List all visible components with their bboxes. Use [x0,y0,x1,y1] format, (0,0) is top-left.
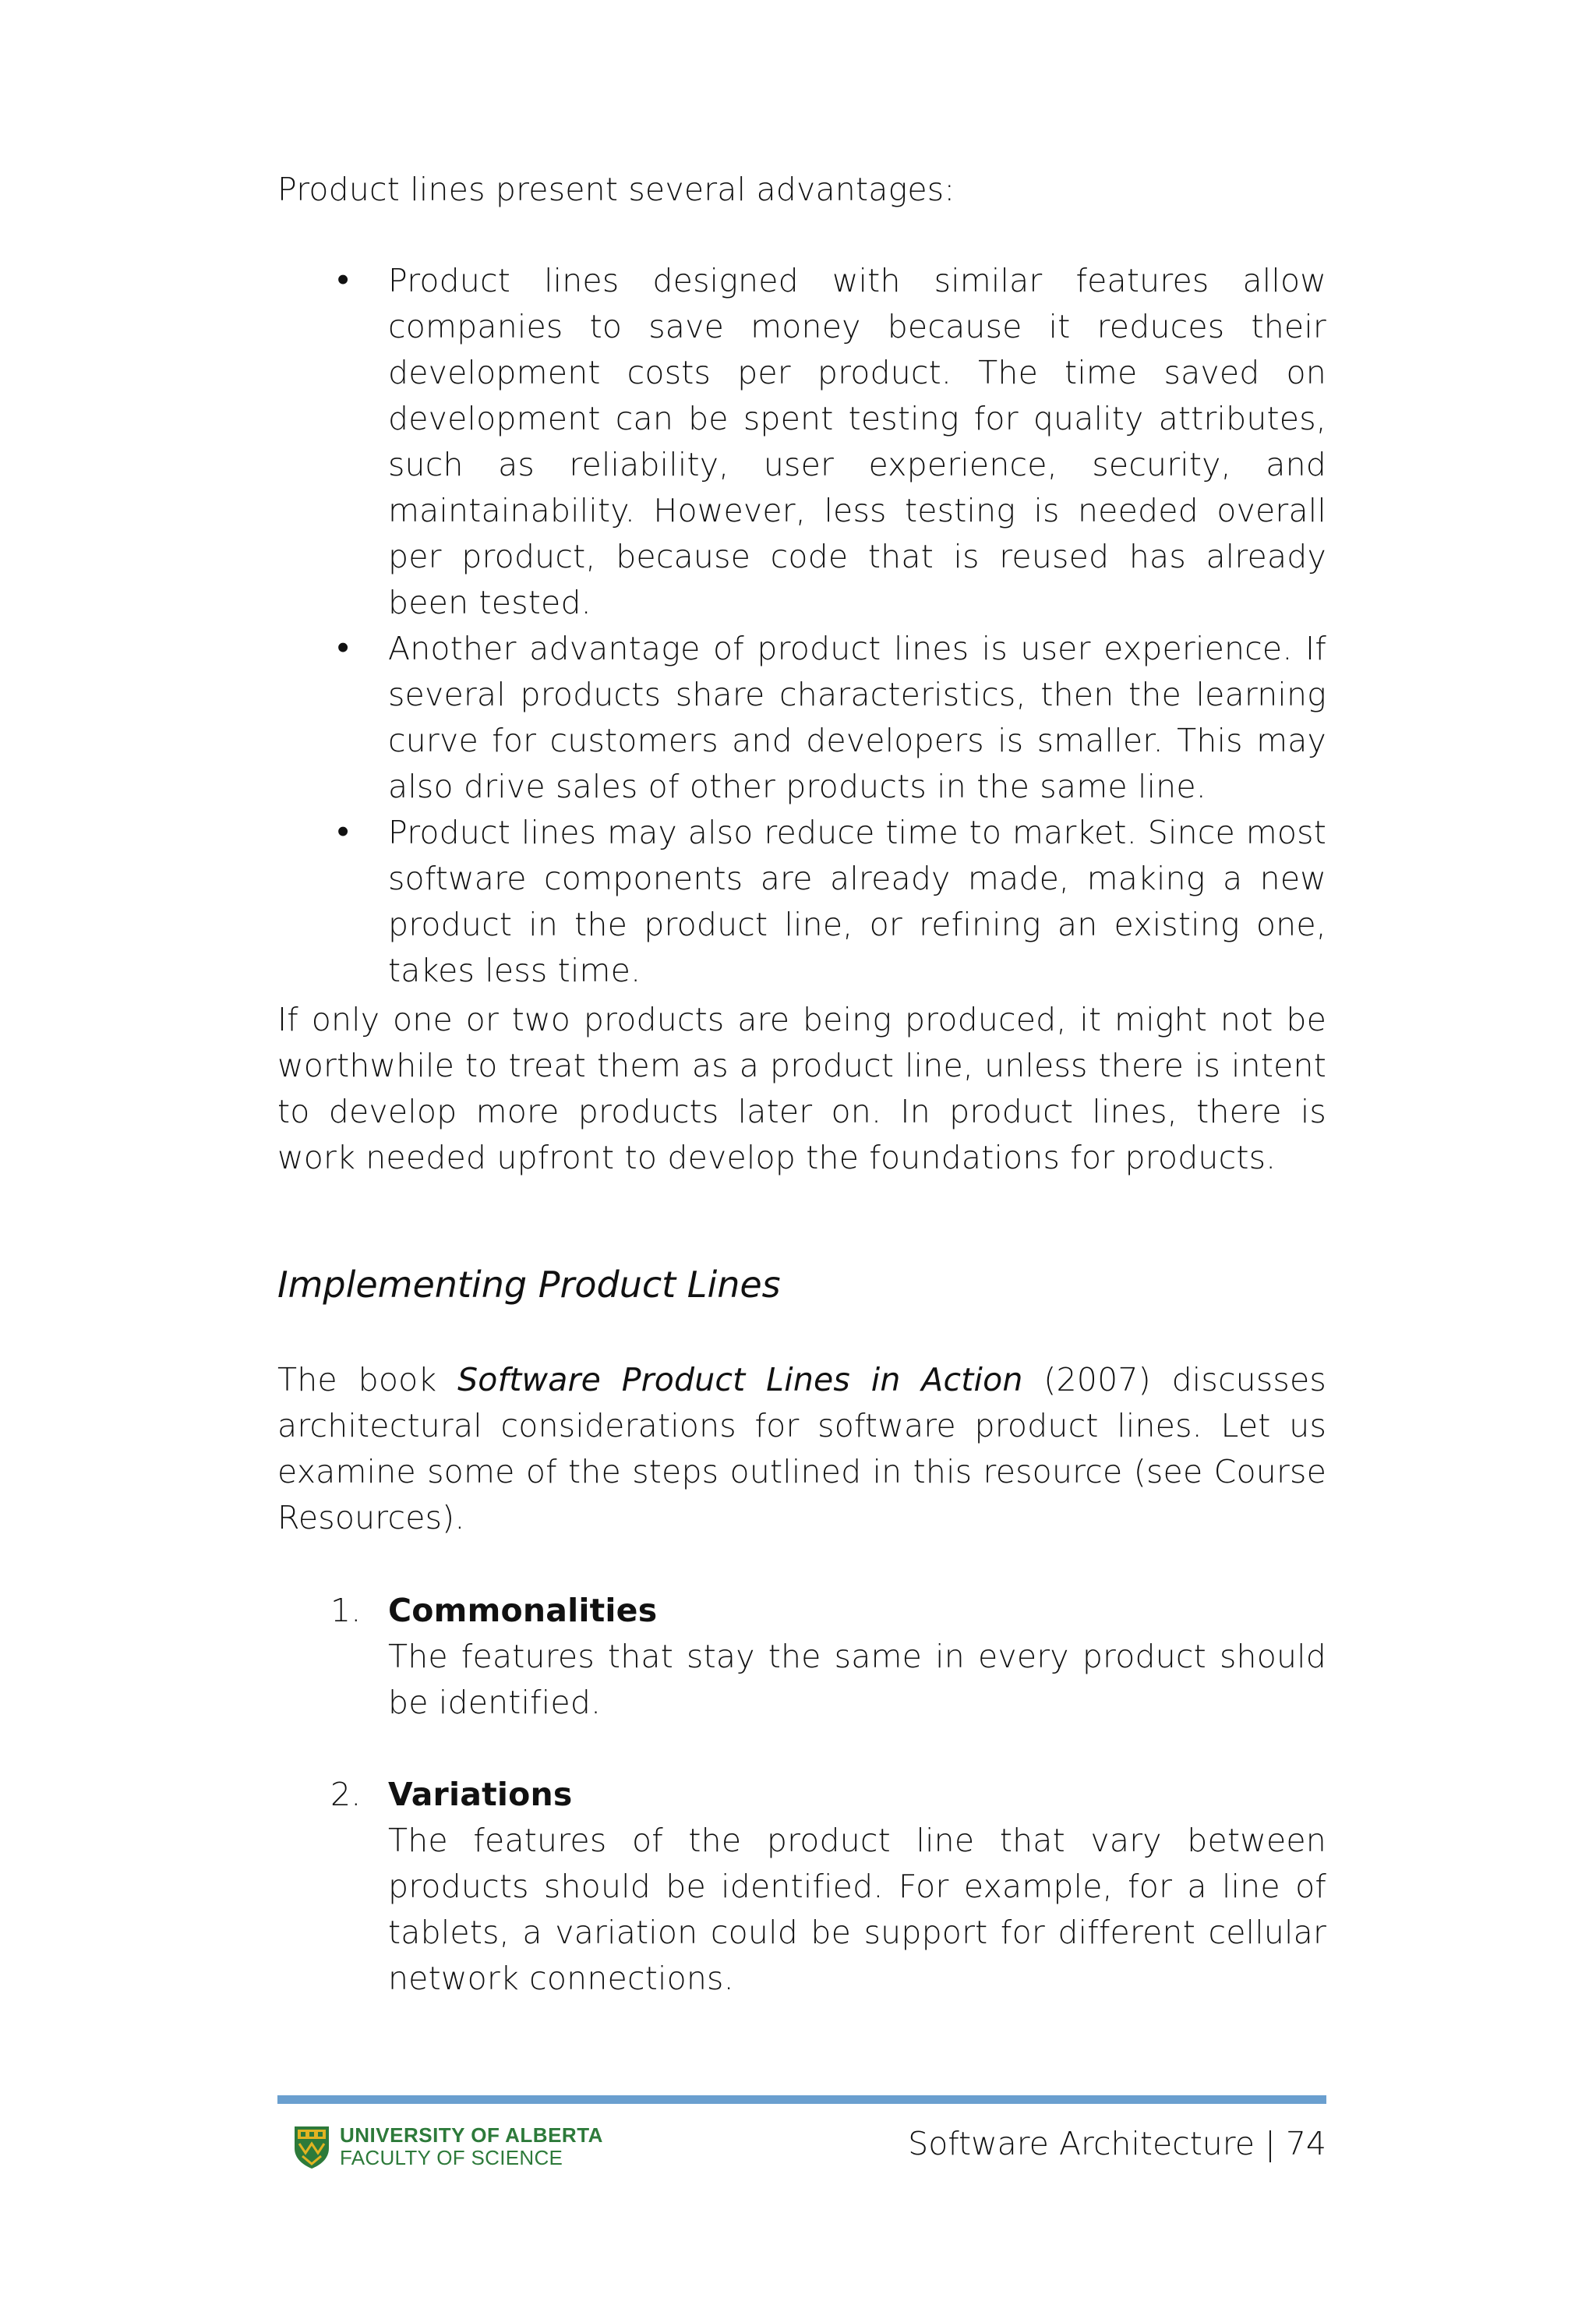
body-paragraph [277,1357,1326,1541]
list-item [277,258,1326,626]
step-item [277,1772,1326,2002]
bullet-text: Another advantage of product lines is user experience. If several products share characteristics, then the learning curve for customers and developers is smaller. This may also drive sales of other products in the same line. [388,630,1326,805]
step-title: Variations [388,1776,573,1813]
section-heading: Implementing Product Lines [277,1264,781,1306]
step-body [388,1772,1326,2002]
university-shield-icon [293,2125,330,2170]
paragraph-text: (2007) discusses architectural considerations for software product lines. Let us examine some of the steps outlined in this resource (see Course Resources). [277,1361,1326,1536]
bullet-icon: • [334,630,353,667]
page-footer-label: Software Architecture | 74 [908,2125,1326,2162]
step-title: Commonalities [388,1592,658,1629]
step-text: The features that stay the same in every product should be identified. [388,1638,1326,1721]
step-item [277,1588,1326,1726]
university-logo-text [340,2124,603,2169]
step-number: 2. [330,1776,362,1813]
intro-text: Product lines present several advantages: [277,171,955,208]
logo-university: UNIVERSITY OF ALBERTA [340,2123,603,2147]
bullet-text: Product lines may also reduce time to market. Since most software components are already made, making a new product in the product line, or refining an existing one, takes less time. [388,814,1326,989]
bullet-text: Product lines designed with similar features allow companies to save money because it reduces their development costs per product. The time saved on development can be spent testing for quality attributes, such as reliability, user experience, security, and maintainability. However, less testing is needed overall per product, because code that is reused has already been tested. [388,262,1326,621]
book-title: Software Product Lines in Action [457,1361,1023,1398]
footer-rule [277,2095,1326,2104]
body-paragraph: If only one or two products are being produced, it might not be worthwhile to treat them as a product line, unless there is intent to develop more products later on. In product lines, there is work needed upfront to develop the foundations for products. [277,1001,1326,1176]
logo-faculty: FACULTY OF SCIENCE [340,2146,563,2169]
step-text: The features of the product line that vary between products should be identified. For example, for a line of tablets, a variation could be support for different cellular network connections. [388,1822,1326,1997]
step-body [388,1588,1326,1726]
step-number: 1. [330,1592,362,1629]
list-item [277,810,1326,994]
bullet-icon: • [334,814,353,851]
advantages-list [277,258,1326,994]
paragraph-text: The book [277,1361,458,1398]
list-item [277,626,1326,810]
bullet-icon: • [334,262,353,299]
